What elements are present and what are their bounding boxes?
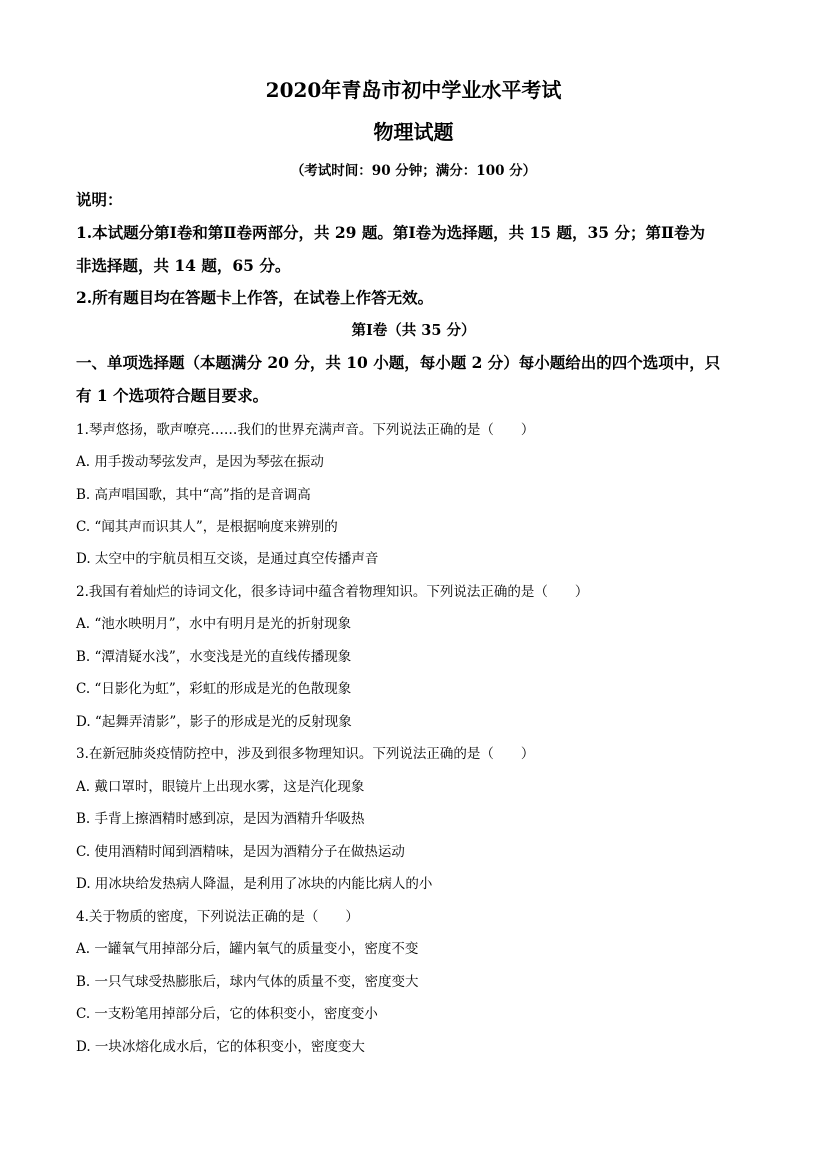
exam-title: 2020年青岛市初中学业水平考试 — [265, 78, 562, 102]
question-4-option-a: A. 一罐氧气用掉部分后，罐内氧气的质量变小，密度不变 — [76, 941, 419, 957]
part-1-heading-line-2: 有 1 个选项符合题目要求。 — [76, 386, 269, 405]
instruction-item-2: 2.所有题目均在答题卡上作答，在试卷上作答无效。 — [76, 288, 434, 307]
instruction-item-1-line-1: 1.本试题分第Ⅰ卷和第Ⅱ卷两部分，共 29 题。第Ⅰ卷为选择题，共 15 题，35 分；第Ⅱ卷为 — [76, 223, 706, 242]
question-3-option-c: C. 使用酒精时闻到酒精味，是因为酒精分子在做热运动 — [76, 844, 405, 860]
question-4-option-c: C. 一支粉笔用掉部分后，它的体积变小，密度变小 — [76, 1006, 378, 1022]
question-1-option-d: D. 太空中的宇航员相互交谈，是通过真空传播声音 — [76, 551, 379, 567]
question-2-option-b: B. “潭清疑水浅”，水变浅是光的直线传播现象 — [76, 649, 352, 665]
question-4-option-d: D. 一块冰熔化成水后，它的体积变小，密度变大 — [76, 1039, 365, 1055]
instruction-item-1-line-2: 非选择题，共 14 题，65 分。 — [76, 256, 291, 275]
question-3-stem: 3.在新冠肺炎疫情防控中，涉及到很多物理知识。下列说法正确的是（ ） — [76, 746, 535, 762]
question-2-option-c: C. “日影化为虹”，彩虹的形成是光的色散现象 — [76, 681, 352, 697]
question-1-stem: 1.琴声悠扬，歌声嘹亮……我们的世界充满声音。下列说法正确的是（ ） — [76, 422, 535, 438]
question-3-option-d: D. 用冰块给发热病人降温，是利用了冰块的内能比病人的小 — [76, 876, 433, 892]
question-1-option-a: A. 用手拨动琴弦发声，是因为琴弦在振动 — [76, 454, 324, 470]
instructions-heading: 说明： — [76, 190, 123, 209]
question-3-option-a: A. 戴口罩时，眼镜片上出现水雾，这是汽化现象 — [76, 779, 365, 795]
question-2-option-a: A. “池水映明月”，水中有明月是光的折射现象 — [76, 616, 352, 632]
section-1-title: 第Ⅰ卷（共 35 分） — [351, 322, 476, 339]
exam-info: （考试时间：90 分钟；满分：100 分） — [290, 163, 537, 179]
question-4-stem: 4.关于物质的密度，下列说法正确的是（ ） — [76, 909, 359, 925]
part-1-heading-line-1: 一、单项选择题（本题满分 20 分，共 10 小题，每小题 2 分）每小题给出的四个选项中，只 — [76, 353, 721, 372]
question-4-option-b: B. 一只气球受热膨胀后，球内气体的质量不变，密度变大 — [76, 974, 419, 990]
question-3-option-b: B. 手背上擦酒精时感到凉，是因为酒精升华吸热 — [76, 811, 365, 827]
question-2-option-d: D. “起舞弄清影”，影子的形成是光的反射现象 — [76, 714, 352, 730]
subject-title: 物理试题 — [373, 120, 454, 144]
question-1-option-c: C. “闻其声而识其人”，是根据响度来辨别的 — [76, 519, 338, 535]
question-1-option-b: B. 高声唱国歌，其中“高”指的是音调高 — [76, 487, 311, 503]
question-2-stem: 2.我国有着灿烂的诗词文化，很多诗词中蕴含着物理知识。下列说法正确的是（ ） — [76, 584, 589, 600]
